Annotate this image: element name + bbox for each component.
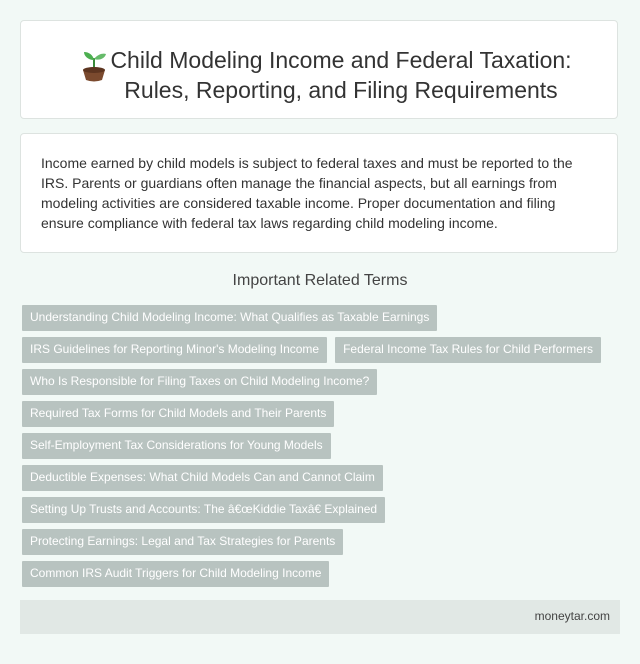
related-term-tag[interactable]: Deductible Expenses: What Child Models Can and Cannot Claim: [22, 465, 383, 491]
title-card: [20, 20, 618, 119]
footer: [20, 600, 620, 634]
related-term-tag[interactable]: Who Is Responsible for Filing Taxes on Child Modeling Income?: [22, 369, 377, 395]
related-terms-list: [22, 305, 622, 593]
related-term-tag[interactable]: IRS Guidelines for Reporting Minor's Modeling Income: [22, 337, 327, 363]
related-term-tag[interactable]: Federal Income Tax Rules for Child Performers: [335, 337, 601, 363]
related-term-tag[interactable]: Understanding Child Modeling Income: What Qualifies as Taxable Earnings: [22, 305, 437, 331]
related-term-tag[interactable]: Setting Up Trusts and Accounts: The â€œKiddie Taxâ€ Explained: [22, 497, 385, 523]
intro-card: [20, 133, 618, 253]
related-term-tag[interactable]: Protecting Earnings: Legal and Tax Strategies for Parents: [22, 529, 343, 555]
intro-paragraph: Income earned by child models is subject to federal taxes and must be reported to the IRS. Parents or guardians often manage the financial aspects, but all earnings from modeling activities are considered taxable income. Proper documentation and filing ensure compliance with federal tax laws regarding child modeling income.: [41, 155, 573, 231]
page-title: Child Modeling Income and Federal Taxation: Rules, Reporting, and Filing Requirements: [110, 47, 572, 103]
footer-site-link[interactable]: moneytar.com: [534, 609, 610, 623]
related-term-tag[interactable]: Required Tax Forms for Child Models and Their Parents: [22, 401, 334, 427]
related-terms-heading: Important Related Terms: [232, 272, 408, 289]
related-term-tag[interactable]: Self-Employment Tax Considerations for Young Models: [22, 433, 331, 459]
related-term-tag[interactable]: Common IRS Audit Triggers for Child Modeling Income: [22, 561, 329, 587]
